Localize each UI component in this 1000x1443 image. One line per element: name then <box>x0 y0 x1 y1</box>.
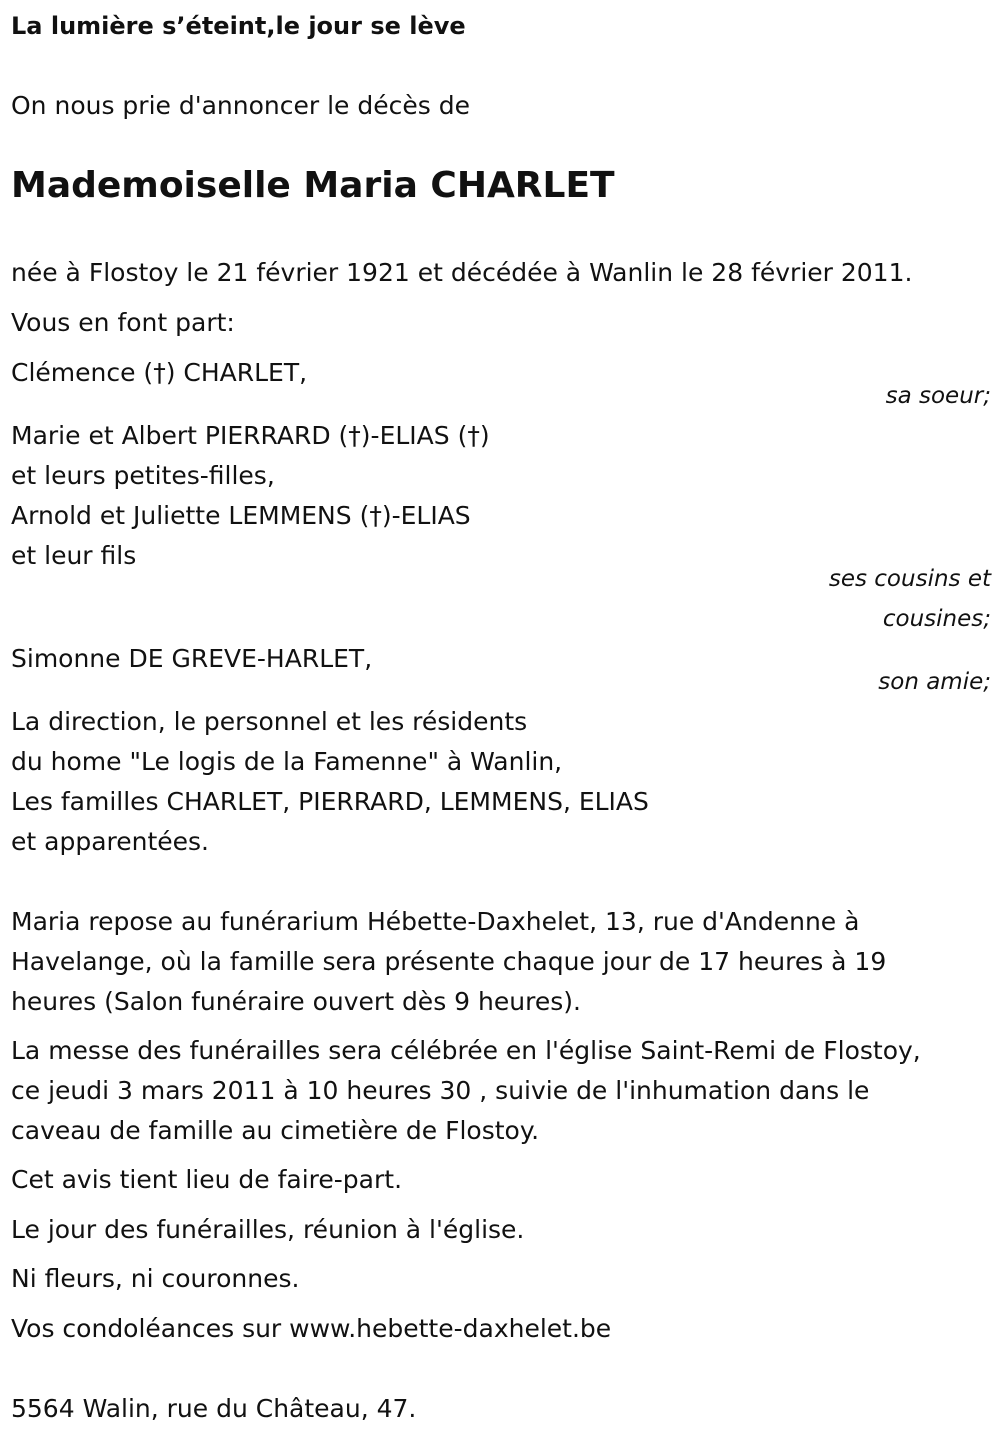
deceased-name: Mademoiselle Maria CHARLET <box>11 165 615 206</box>
role-sister: sa soeur; <box>885 383 991 409</box>
family-cousins-line: Arnold et Juliette LEMMENS (†)-ELIAS <box>11 501 471 530</box>
intro-text: On nous prie d'annoncer le décès de <box>11 91 470 120</box>
birth-death-text: née à Flostoy le 21 février 1921 et décédée à Wanlin le 28 février 2011. <box>11 258 913 287</box>
flowers-text: Ni fleurs, ni couronnes. <box>11 1264 300 1293</box>
address-text: 5564 Walin, rue du Château, 47. <box>11 1394 417 1423</box>
vous-en-font-part: Vous en font part: <box>11 308 235 337</box>
family-others-line: et apparentées. <box>11 827 209 856</box>
mass-line: caveau de famille au cimetière de Flostoy. <box>11 1116 540 1145</box>
family-cousins-line: Marie et Albert PIERRARD (†)-ELIAS (†) <box>11 421 490 450</box>
family-cousins-line: et leurs petites-filles, <box>11 461 275 490</box>
condolences-text: Vos condoléances sur www.hebette-daxhelet.be <box>11 1314 612 1343</box>
family-friend: Simonne DE GREVE-HARLET, <box>11 644 373 673</box>
family-cousins-line: et leur fils <box>11 541 137 570</box>
family-sister: Clémence (†) CHARLET, <box>11 358 308 387</box>
notice-text: Cet avis tient lieu de faire-part. <box>11 1165 403 1194</box>
reunion-text: Le jour des funérailles, réunion à l'église. <box>11 1215 525 1244</box>
role-cousins: ses cousins et <box>828 566 991 592</box>
motto: La lumière s’éteint,le jour se lève <box>11 12 466 40</box>
mass-line: La messe des funérailles sera célébrée en l'église Saint-Remi de Flostoy, <box>11 1036 921 1065</box>
funerarium-line: Maria repose au funérarium Hébette-Daxhelet, 13, rue d'Andenne à <box>11 907 860 936</box>
role-friend: son amie; <box>878 669 991 695</box>
family-others-line: Les familles CHARLET, PIERRARD, LEMMENS, ELIAS <box>11 787 649 816</box>
mass-line: ce jeudi 3 mars 2011 à 10 heures 30 , suivie de l'inhumation dans le <box>11 1076 870 1105</box>
role-cousins: cousines; <box>882 606 991 632</box>
funerarium-line: heures (Salon funéraire ouvert dès 9 heures). <box>11 987 581 1016</box>
family-others-line: du home "Le logis de la Famenne" à Wanlin, <box>11 747 563 776</box>
funerarium-line: Havelange, où la famille sera présente chaque jour de 17 heures à 19 <box>11 947 887 976</box>
family-others-line: La direction, le personnel et les résidents <box>11 707 528 736</box>
